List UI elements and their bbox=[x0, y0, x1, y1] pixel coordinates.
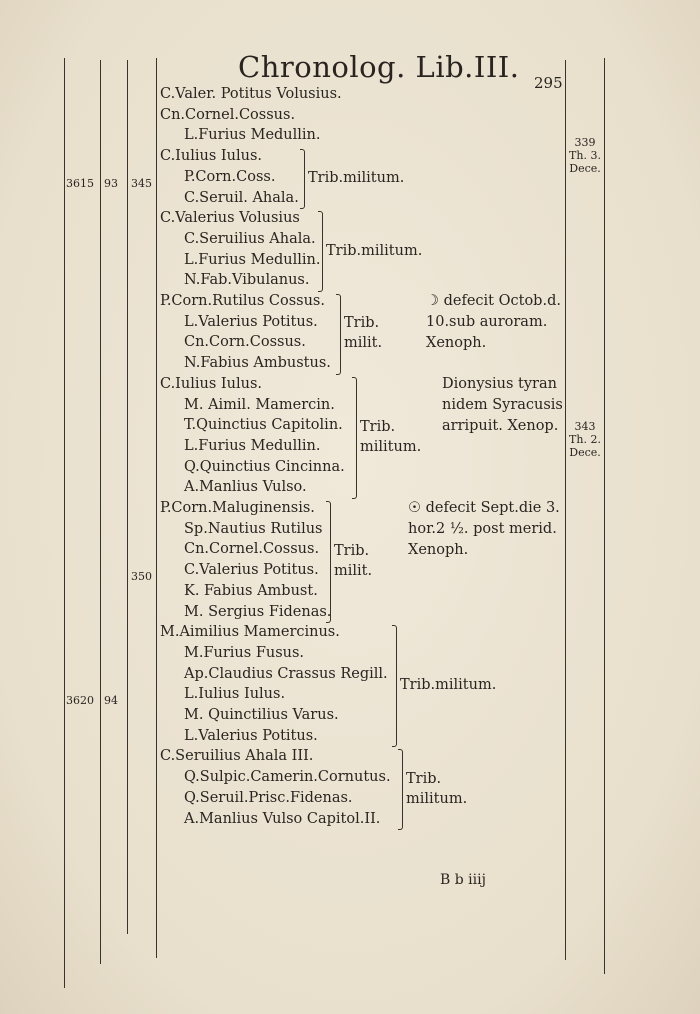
bracket-label: Trib.militum. bbox=[326, 242, 423, 259]
bracket-label: militum. bbox=[360, 438, 422, 455]
consul-entry: C.Valerius Potitus. bbox=[184, 562, 319, 579]
consul-entry: Sp.Nautius Rutilus bbox=[184, 520, 323, 537]
consul-entry: C.Iulius Iulus. bbox=[160, 148, 263, 165]
consul-entry: L.Valerius Potitus. bbox=[184, 313, 318, 330]
consul-entry: Q.Sulpic.Camerin.Cornutus. bbox=[184, 769, 391, 786]
bracket-label: militum. bbox=[406, 790, 468, 807]
consul-entry: L.Furius Medullin. bbox=[184, 251, 321, 268]
column-rule bbox=[565, 60, 566, 960]
consul-entry: T.Quinctius Capitolin. bbox=[184, 417, 343, 434]
consul-entry: Cn.Cornel.Cossus. bbox=[160, 106, 296, 123]
column-rule bbox=[604, 58, 605, 974]
page-number: 295 bbox=[534, 74, 563, 92]
year-number: 3615 bbox=[66, 176, 94, 190]
consul-entry: Q.Quinctius Cincinna. bbox=[184, 458, 345, 475]
consul-entry: C.Valerius Volusius bbox=[160, 210, 300, 227]
consul-entry: M. Aimil. Mamercin. bbox=[184, 396, 335, 413]
consul-entry: A.Manlius Vulso Capitol.II. bbox=[184, 810, 381, 827]
consul-entry: K. Fabius Ambust. bbox=[184, 582, 318, 599]
marginal-note: Xenoph. bbox=[408, 542, 469, 558]
consul-entry: C.Valer. Potitus Volusius. bbox=[160, 86, 342, 102]
consul-entry: L.Iulius Iulus. bbox=[184, 686, 286, 703]
consul-entry: L.Valerius Potitus. bbox=[184, 727, 318, 744]
year-number: 350 bbox=[131, 570, 152, 584]
bracket-label: Trib.militum. bbox=[400, 677, 497, 694]
consul-entry: C.Iulius Iulus. bbox=[160, 375, 263, 392]
consul-entry: A.Manlius Vulso. bbox=[184, 479, 307, 496]
consul-entry: Cn.Cornel.Cossus. bbox=[184, 541, 320, 558]
bracket-label: milit. bbox=[344, 335, 383, 352]
consul-entry: Ap.Claudius Crassus Regill. bbox=[184, 665, 388, 682]
bracket bbox=[352, 377, 357, 499]
consul-entry: N.Fabius Ambustus. bbox=[184, 355, 331, 372]
right-margin-note: Dece. bbox=[569, 162, 601, 175]
bracket-label: Trib.militum. bbox=[308, 170, 405, 187]
bracket-label: Trib. bbox=[406, 770, 442, 787]
consul-entry: C.Seruil. Ahala. bbox=[184, 189, 299, 206]
signature-mark: B b iiij bbox=[440, 872, 486, 888]
bracket bbox=[318, 211, 323, 292]
year-number: 93 bbox=[104, 176, 118, 190]
marginal-note: arripuit. Xenop. bbox=[442, 417, 559, 434]
consul-entry: L.Furius Medullin. bbox=[184, 437, 321, 454]
consul-entry: C.Seruilius Ahala. bbox=[184, 230, 316, 247]
year-number: 345 bbox=[131, 176, 152, 190]
right-margin-note: Dece. bbox=[569, 446, 601, 459]
marginal-note: Xenoph. bbox=[426, 335, 487, 351]
page-title: Chronolog. Lib.III. bbox=[238, 50, 520, 84]
consul-entry: Cn.Corn.Cossus. bbox=[184, 334, 306, 351]
consul-entry: M.Furius Fusus. bbox=[184, 644, 305, 661]
marginal-note: ☉ defecit Sept.die 3. bbox=[408, 500, 560, 516]
right-margin-note: Th. 2. bbox=[569, 433, 601, 446]
column-rule bbox=[64, 58, 65, 988]
right-margin-note: Th. 3. bbox=[569, 149, 601, 162]
right-margin-note: 339 bbox=[574, 136, 596, 149]
bracket bbox=[398, 749, 403, 830]
marginal-note: 10.sub auroram. bbox=[426, 314, 548, 330]
consul-entry: N.Fab.Vibulanus. bbox=[184, 272, 310, 289]
bracket bbox=[336, 294, 341, 375]
consul-entry: L.Furius Medullin. bbox=[184, 127, 321, 144]
year-number: 94 bbox=[104, 694, 118, 708]
bracket bbox=[300, 149, 305, 209]
bracket-label: Trib. bbox=[344, 315, 380, 332]
column-rule bbox=[156, 58, 157, 958]
marginal-note: hor.2 ½. post merid. bbox=[408, 521, 557, 537]
column-rule bbox=[100, 60, 101, 964]
consul-entry: C.Seruilius Ahala III. bbox=[160, 748, 314, 765]
right-margin-note: 343 bbox=[574, 420, 596, 433]
consul-entry: P.Corn.Maluginensis. bbox=[160, 500, 315, 516]
consul-entry: P.Corn.Rutilus Cossus. bbox=[160, 293, 325, 309]
marginal-note: Dionysius tyran bbox=[442, 375, 557, 392]
bracket-label: Trib. bbox=[334, 543, 370, 560]
bracket-label: milit. bbox=[334, 563, 373, 580]
consul-entry: M. Sergius Fidenas. bbox=[184, 603, 332, 620]
bracket-label: Trib. bbox=[360, 418, 396, 435]
column-rule bbox=[127, 60, 128, 934]
marginal-note: nidem Syracusis bbox=[442, 396, 563, 413]
bracket bbox=[326, 501, 331, 623]
consul-entry: M. Quinctilius Varus. bbox=[184, 707, 339, 723]
consul-entry: P.Corn.Coss. bbox=[184, 168, 276, 185]
bracket bbox=[392, 625, 397, 747]
marginal-note: ☽ defecit Octob.d. bbox=[426, 293, 561, 309]
consul-entry: M.Aimilius Mamercinus. bbox=[160, 624, 340, 641]
year-number: 3620 bbox=[66, 694, 94, 708]
consul-entry: Q.Seruil.Prisc.Fidenas. bbox=[184, 789, 353, 806]
